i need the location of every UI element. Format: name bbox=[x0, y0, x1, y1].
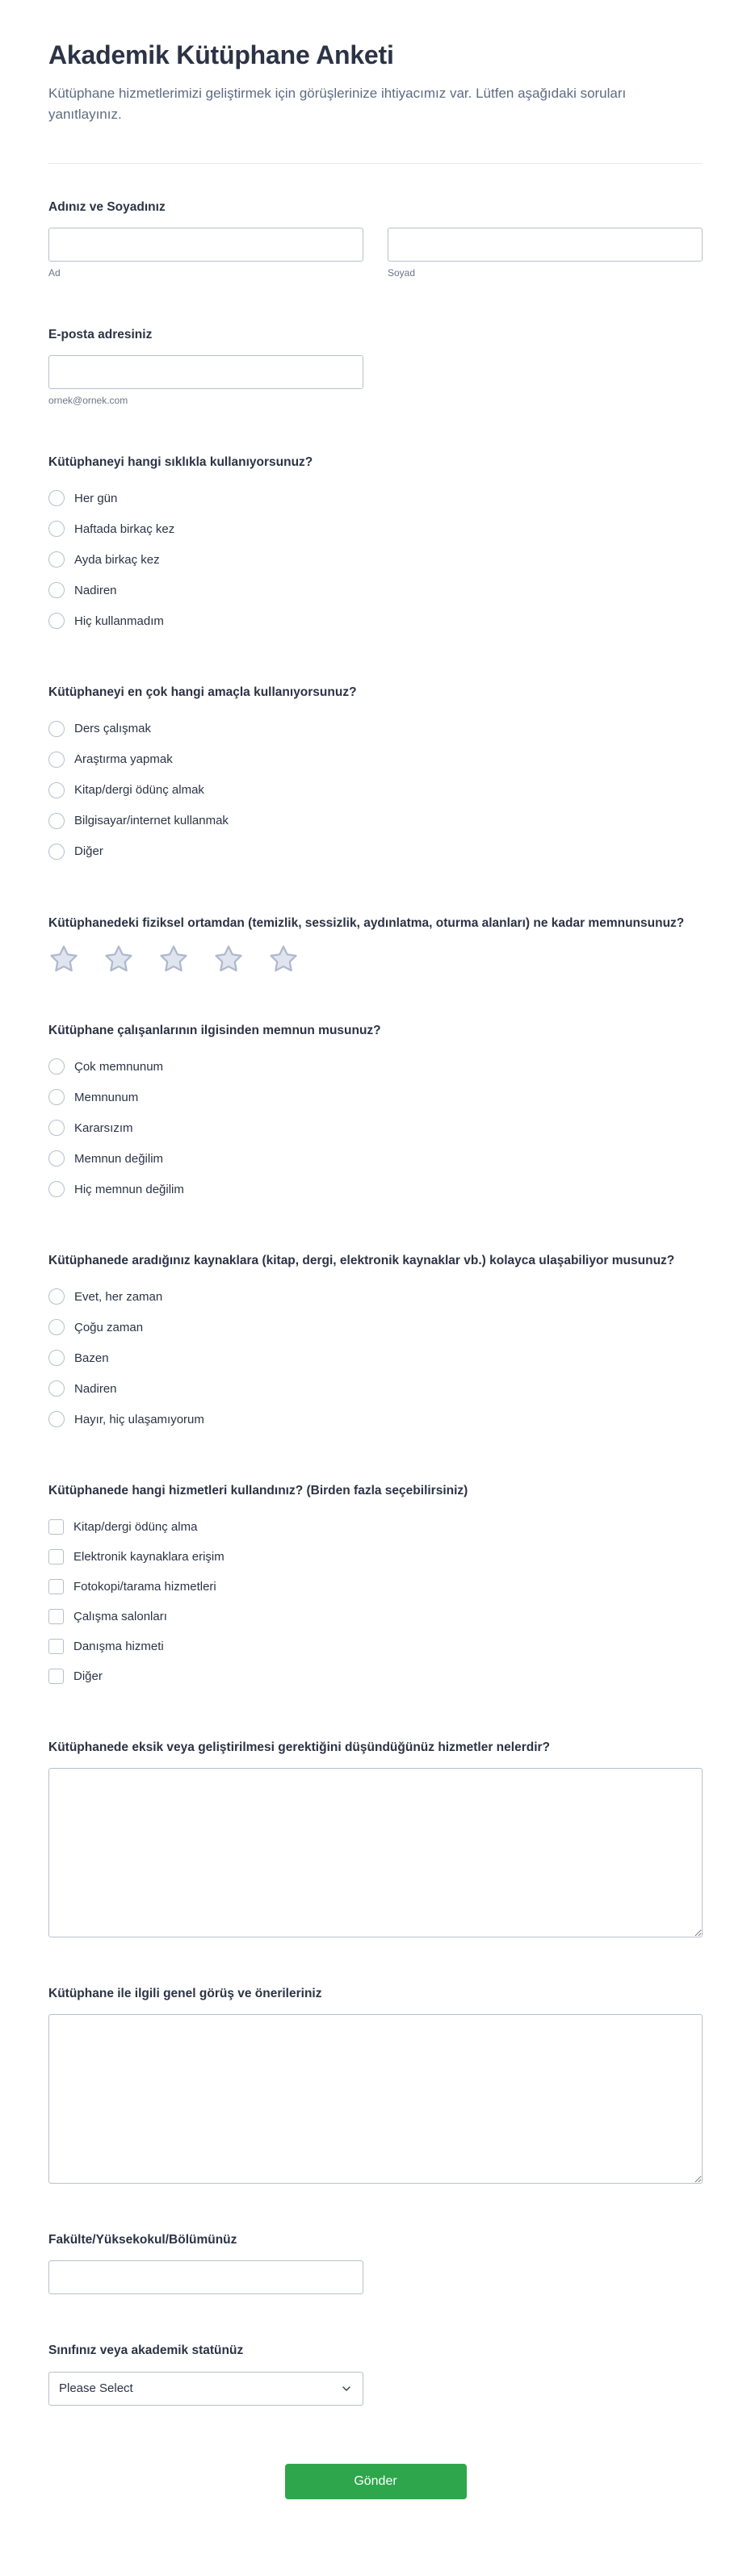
radio-option[interactable] bbox=[48, 1143, 703, 1174]
star-icon[interactable] bbox=[213, 944, 244, 974]
radio-option[interactable] bbox=[48, 1112, 703, 1143]
checkbox-option[interactable] bbox=[48, 1602, 703, 1631]
radio-option[interactable] bbox=[48, 1373, 703, 1404]
radio-option[interactable] bbox=[48, 1174, 703, 1204]
checkbox-square[interactable] bbox=[48, 1549, 64, 1564]
header-divider bbox=[48, 163, 703, 164]
question-label: Adınız ve Soyadınız bbox=[48, 199, 166, 214]
question-improvements bbox=[48, 1738, 703, 1937]
radio-circle[interactable] bbox=[48, 782, 65, 798]
radio-option-label: Diğer bbox=[74, 844, 103, 859]
radio-circle[interactable] bbox=[48, 1089, 65, 1105]
question-status bbox=[48, 2341, 703, 2405]
improvements-textarea[interactable] bbox=[48, 1768, 703, 1937]
radio-circle[interactable] bbox=[48, 582, 65, 598]
checkbox-option-label: Diğer bbox=[73, 1669, 103, 1683]
radio-circle[interactable] bbox=[48, 490, 65, 506]
checkbox-option-label: Danışma hizmeti bbox=[73, 1639, 164, 1653]
email-sublabel: ornek@ornek.com bbox=[48, 395, 128, 407]
radio-option[interactable] bbox=[48, 544, 703, 575]
radio-group-staff bbox=[48, 1051, 703, 1204]
radio-option-label: Hiç kullanmadım bbox=[74, 614, 164, 628]
star-icon[interactable] bbox=[48, 944, 79, 974]
question-label: Kütüphaneyi hangi sıklıkla kullanıyorsunuz? bbox=[48, 455, 313, 470]
radio-option[interactable] bbox=[48, 836, 703, 867]
radio-option-label: Araştırma yapmak bbox=[74, 752, 173, 767]
last-name-input[interactable] bbox=[388, 228, 703, 262]
checkbox-option-label: Elektronik kaynaklara erişim bbox=[73, 1549, 224, 1564]
radio-option[interactable] bbox=[48, 775, 703, 806]
radio-option[interactable] bbox=[48, 605, 703, 636]
checkbox-option-label: Çalışma salonları bbox=[73, 1609, 167, 1623]
radio-option[interactable] bbox=[48, 1082, 703, 1112]
question-comments bbox=[48, 1984, 703, 2184]
first-name-sublabel: Ad bbox=[48, 266, 61, 279]
checkbox-option[interactable] bbox=[48, 1631, 703, 1661]
radio-option[interactable] bbox=[48, 1312, 703, 1342]
question-label: Sınıfınız veya akademik statünüz bbox=[48, 2344, 244, 2358]
email-field bbox=[48, 355, 363, 406]
radio-group-resources bbox=[48, 1281, 703, 1435]
radio-circle[interactable] bbox=[48, 721, 65, 737]
radio-option-label: Çoğu zaman bbox=[74, 1320, 144, 1334]
chevron-down-icon bbox=[340, 2382, 353, 2395]
radio-option-label: Çok memnunum bbox=[74, 1059, 164, 1074]
radio-option[interactable] bbox=[48, 575, 703, 605]
question-environment-rating bbox=[48, 914, 703, 974]
radio-option-label: Hiç memnun değilim bbox=[74, 1182, 184, 1196]
radio-circle[interactable] bbox=[48, 844, 65, 860]
radio-option-label: Haftada birkaç kez bbox=[74, 521, 175, 536]
submit-button[interactable]: Gönder bbox=[285, 2464, 467, 2499]
radio-option[interactable] bbox=[48, 1051, 703, 1082]
question-resources bbox=[48, 1251, 703, 1435]
question-name bbox=[48, 198, 703, 279]
checkbox-option[interactable] bbox=[48, 1542, 703, 1572]
radio-option[interactable] bbox=[48, 1404, 703, 1435]
radio-option-label: Bilgisayar/internet kullanmak bbox=[74, 814, 229, 828]
question-label: Kütüphane ile ilgili genel görüş ve önerileriniz bbox=[48, 1986, 322, 2000]
radio-option-label: Kararsızım bbox=[74, 1120, 133, 1135]
radio-option-label: Evet, her zaman bbox=[74, 1289, 163, 1304]
status-select[interactable] bbox=[48, 2372, 363, 2406]
first-name-input[interactable] bbox=[48, 228, 363, 262]
radio-circle[interactable] bbox=[48, 1411, 65, 1427]
radio-option-label: Nadiren bbox=[74, 583, 117, 597]
star-icon[interactable] bbox=[158, 944, 189, 974]
radio-option-label: Ders çalışmak bbox=[74, 722, 152, 736]
checkbox-option[interactable] bbox=[48, 1512, 703, 1542]
radio-option[interactable] bbox=[48, 1281, 703, 1312]
question-label: E-posta adresiniz bbox=[48, 327, 153, 341]
form-header bbox=[48, 40, 703, 126]
radio-option-label: Her gün bbox=[74, 491, 118, 505]
radio-circle[interactable] bbox=[48, 551, 65, 568]
radio-circle[interactable] bbox=[48, 1120, 65, 1136]
question-label: Kütüphanedeki fiziksel ortamdan (temizlik, sessizlik, aydınlatma, oturma alanları) ne kadar memnunsunuz? bbox=[48, 915, 685, 930]
radio-option-label: Bazen bbox=[74, 1351, 109, 1365]
checkbox-option-label: Fotokopi/tarama hizmetleri bbox=[73, 1579, 216, 1594]
question-label: Kütüphanede hangi hizmetleri kullandınız? (Birden fazla seçebilirsiniz) bbox=[48, 1484, 468, 1498]
radio-option-label: Memnunum bbox=[74, 1090, 139, 1104]
checkbox-option[interactable] bbox=[48, 1572, 703, 1602]
faculty-input[interactable] bbox=[48, 2260, 363, 2294]
radio-circle[interactable] bbox=[48, 1350, 65, 1366]
last-name-sublabel: Soyad bbox=[388, 266, 416, 279]
question-frequency bbox=[48, 453, 703, 636]
submit-row bbox=[48, 2464, 703, 2499]
first-name-field bbox=[48, 228, 363, 279]
radio-option-label: Kitap/dergi ödünç almak bbox=[74, 783, 204, 798]
question-label: Kütüphanede aradığınız kaynaklara (kitap, dergi, elektronik kaynaklar vb.) kolayca ulaşabiliyor musunuz? bbox=[48, 1254, 675, 1268]
radio-circle[interactable] bbox=[48, 1288, 65, 1305]
question-label: Fakülte/Yüksekokul/Bölümünüz bbox=[48, 2233, 237, 2247]
checkbox-option[interactable] bbox=[48, 1661, 703, 1691]
checkbox-square[interactable] bbox=[48, 1519, 64, 1535]
radio-option-label: Hayır, hiç ulaşamıyorum bbox=[74, 1412, 204, 1426]
checkbox-square[interactable] bbox=[48, 1579, 64, 1594]
question-faculty bbox=[48, 2230, 703, 2294]
radio-circle[interactable] bbox=[48, 813, 65, 829]
radio-circle[interactable] bbox=[48, 1380, 65, 1397]
radio-circle[interactable] bbox=[48, 1181, 65, 1197]
checkbox-square[interactable] bbox=[48, 1669, 64, 1684]
radio-option[interactable] bbox=[48, 744, 703, 775]
question-label: Kütüphane çalışanlarının ilgisinden memnun musunuz? bbox=[48, 1023, 381, 1037]
comments-textarea[interactable] bbox=[48, 2014, 703, 2184]
radio-option-label: Nadiren bbox=[74, 1381, 117, 1396]
radio-option[interactable] bbox=[48, 806, 703, 836]
checkbox-square[interactable] bbox=[48, 1609, 64, 1624]
question-label: Kütüphanede eksik veya geliştirilmesi gerektiğini düşündüğünüz hizmetler nelerdir? bbox=[48, 1740, 550, 1754]
radio-option[interactable] bbox=[48, 513, 703, 544]
question-email bbox=[48, 325, 703, 406]
radio-circle[interactable] bbox=[48, 521, 65, 537]
last-name-field bbox=[388, 228, 703, 279]
status-select-value: Please Select bbox=[59, 2381, 133, 2396]
radio-option-label: Ayda birkaç kez bbox=[74, 552, 160, 567]
question-staff bbox=[48, 1021, 703, 1204]
radio-option[interactable] bbox=[48, 483, 703, 513]
radio-option[interactable] bbox=[48, 1342, 703, 1373]
faculty-field bbox=[48, 2260, 363, 2294]
radio-circle[interactable] bbox=[48, 1150, 65, 1167]
email-input[interactable] bbox=[48, 355, 363, 389]
star-rating bbox=[48, 944, 703, 974]
star-icon[interactable] bbox=[103, 944, 134, 974]
page-title: Akademik Kütüphane Anketi bbox=[48, 40, 394, 69]
radio-group-frequency bbox=[48, 483, 703, 636]
question-purpose bbox=[48, 683, 703, 866]
radio-circle[interactable] bbox=[48, 613, 65, 629]
radio-group-purpose bbox=[48, 714, 703, 867]
question-services bbox=[48, 1481, 703, 1690]
checkbox-group-services bbox=[48, 1512, 703, 1691]
checkbox-square[interactable] bbox=[48, 1639, 64, 1654]
radio-option-label: Memnun değilim bbox=[74, 1151, 164, 1166]
radio-circle[interactable] bbox=[48, 752, 65, 768]
checkbox-option-label: Kitap/dergi ödünç alma bbox=[73, 1519, 198, 1534]
page-subtitle: Kütüphane hizmetlerimizi geliştirmek için görüşlerinize ihtiyacımız var. Lütfen aşağıdaki soruları yanıtlayınız. bbox=[48, 86, 627, 123]
name-fields-row bbox=[48, 228, 703, 279]
radio-circle[interactable] bbox=[48, 1319, 65, 1335]
question-label: Kütüphaneyi en çok hangi amaçla kullanıyorsunuz? bbox=[48, 685, 357, 700]
radio-circle[interactable] bbox=[48, 1058, 65, 1074]
radio-option[interactable] bbox=[48, 714, 703, 744]
star-icon[interactable] bbox=[268, 944, 299, 974]
